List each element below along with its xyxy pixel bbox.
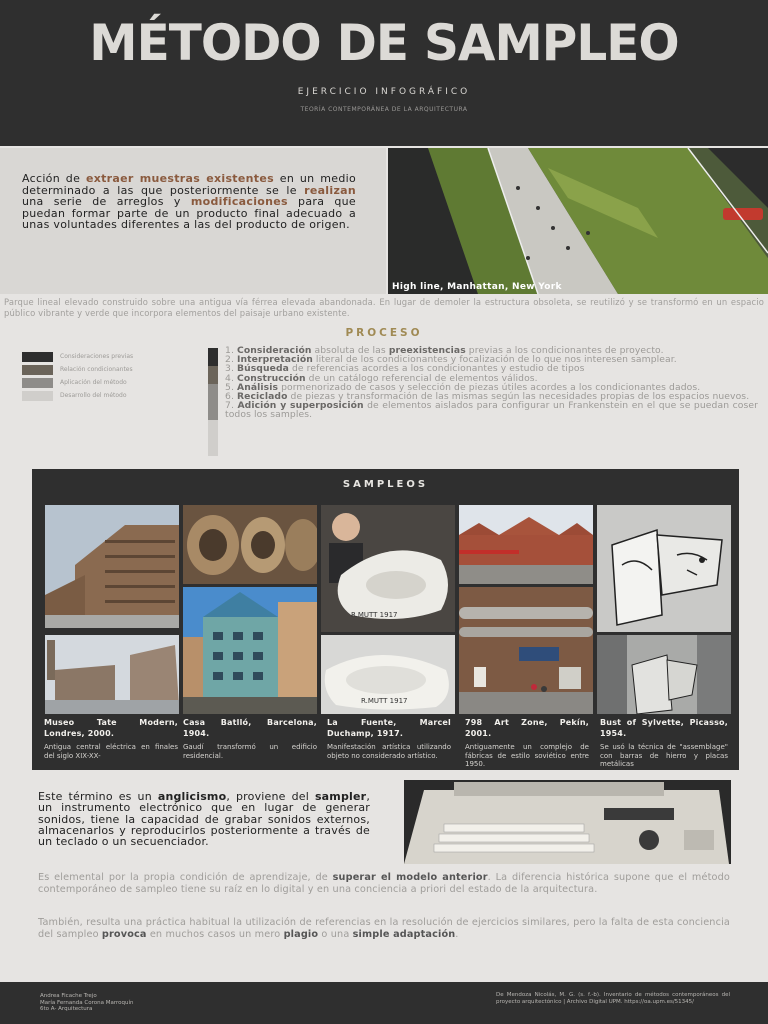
step-bar bbox=[208, 420, 218, 438]
legend-swatch bbox=[22, 378, 53, 388]
text-bold: sampler bbox=[314, 790, 367, 803]
text-part: o una bbox=[318, 928, 353, 940]
step-keyword: Interpretación bbox=[237, 354, 313, 366]
step-item bbox=[225, 401, 758, 419]
highline-caption: High line, Manhattan, New York bbox=[392, 282, 562, 292]
step-keyword: preexistencias bbox=[388, 345, 466, 356]
text-part: en muchos casos un mero bbox=[146, 928, 284, 940]
sampleos-title: SAMPLEOS bbox=[342, 479, 429, 490]
sample-title: La Fuente, Marcel Duchamp, 1917. bbox=[327, 718, 451, 738]
main-title: MÉTODO DE SAMPLEO bbox=[89, 14, 679, 72]
intro-text bbox=[22, 173, 356, 231]
legend-label: Desarrollo del método bbox=[60, 392, 127, 399]
highline-photo bbox=[388, 148, 768, 294]
step-number: 2. bbox=[225, 354, 237, 366]
sample-title: Bust of Sylvette, Picasso, 1954. bbox=[600, 718, 728, 738]
footer-reference: De Mendoza Nicolás, M. G. (s. f.-b). Inventario de métodos contemporáneos del proyecto arquitectónico | Archivo Digital UPM. https://oa.upm.es/51345/ bbox=[496, 992, 730, 1005]
step-keyword: Búsqueda bbox=[237, 363, 289, 375]
step-number: 6. bbox=[225, 391, 237, 403]
highline-illustration bbox=[388, 148, 768, 294]
sampler-keyboard-photo bbox=[404, 780, 731, 864]
intro-part: para que puedan formar parte de un producto final adecuado a unas voluntades diferentes a las del producto de origen. bbox=[22, 195, 357, 232]
sample-description: Se usó la técnica de "assemblage" con barras de hierro y placas metálicas bbox=[600, 743, 728, 768]
footer bbox=[0, 982, 768, 1024]
step-number: 5. bbox=[225, 381, 237, 393]
sylvette-photo-1 bbox=[597, 505, 731, 632]
step-bar bbox=[208, 384, 218, 402]
intro-highlight: modificaciones bbox=[190, 195, 288, 209]
step-text: literal de los condicionantes y focalización de lo que nos interesen samplear. bbox=[312, 354, 677, 366]
paragraph-2 bbox=[38, 872, 730, 895]
tate-modern-photo-2 bbox=[45, 635, 179, 714]
step-number: 3. bbox=[225, 363, 237, 375]
text-bold: plagio bbox=[283, 928, 319, 940]
subtitle: EJERCICIO INFOGRÁFICO bbox=[297, 87, 471, 97]
intro-box bbox=[0, 148, 386, 294]
step-text: de referencias acordes a los condicionantes y estudio de tipos bbox=[288, 363, 585, 375]
step-number: 7. bbox=[225, 400, 238, 412]
sample-description: Gaudí transformó un edificio residencial. bbox=[183, 743, 317, 760]
step-bar bbox=[208, 402, 218, 420]
step-keyword: Adición y superposición bbox=[237, 400, 364, 412]
sample-description: Antigua central eléctrica en finales del siglo XIX-XX- bbox=[44, 743, 178, 760]
step-text: de un catálogo referencial de elementos válidos. bbox=[305, 372, 538, 384]
text-part: , proviene del bbox=[226, 790, 315, 803]
legend-swatch bbox=[22, 365, 53, 375]
step-bar bbox=[208, 438, 218, 456]
step-text: absoluta de las bbox=[311, 345, 389, 356]
casa-batllo-photo-2 bbox=[183, 587, 317, 714]
sample-title: Museo Tate Modern, Londres, 2000. bbox=[44, 718, 178, 738]
text-part: Es elemental por la propia condición de aprendizaje, de bbox=[38, 872, 333, 883]
legend-label: Consideraciones previas bbox=[60, 353, 134, 360]
intro-highlight: extraer muestras existentes bbox=[85, 172, 274, 185]
course-name: TEORÍA CONTEMPORÁNEA DE LA ARQUITECTURA bbox=[300, 106, 468, 113]
la-fuente-photo-1 bbox=[321, 505, 455, 632]
sampler-paragraph bbox=[38, 791, 370, 847]
step-number: 1. bbox=[225, 345, 237, 356]
intro-part: en un medio determinado a las que posteriormente se le bbox=[22, 172, 356, 197]
art-zone-photo-1 bbox=[459, 505, 593, 584]
step-text: de piezas y transformación de las mismas según las necesidades propias de los espacios nuevos. bbox=[287, 391, 750, 403]
footer-authors bbox=[40, 993, 133, 1013]
step-text: previas a los condicionantes de proyecto. bbox=[465, 345, 664, 356]
author-group: 6to A- Arquitectura bbox=[40, 1006, 93, 1013]
step-bar bbox=[208, 348, 218, 366]
author-name: María Fernanda Corona Marroquín bbox=[40, 999, 134, 1006]
text-part: Este término es un bbox=[38, 790, 158, 803]
text-part: , un instrumento electrónico que en lugar de generar sonidos, tiene la capacidad de grabar sonidos externos, almacenarlos y reproducirlos posteriormente a través de un teclado o un secuenciador. bbox=[38, 790, 371, 849]
text-part: . bbox=[455, 928, 459, 940]
step-list bbox=[225, 346, 758, 420]
sample-description: Manifestación artística utilizando objeto no considerado artístico. bbox=[327, 743, 451, 760]
proceso-title: PROCESO bbox=[345, 327, 423, 339]
step-text: pormenorizado de casos y selección de piezas útiles acordes a los condicionantes dados. bbox=[278, 381, 701, 393]
step-keyword: Reciclado bbox=[237, 391, 288, 403]
step-number: 4. bbox=[225, 372, 237, 384]
art-zone-photo-2 bbox=[459, 587, 593, 714]
casa-batllo-photo-1 bbox=[183, 505, 317, 584]
highline-description: Parque lineal elevado construido sobre una antigua vía férrea elevada abandonada. En lugar de demoler la estructura obsoleta, se reutilizó y se transformó en un espacio público vibrante y verde que incorpora elementos del paisaje urbano existente. bbox=[4, 297, 764, 318]
signature-text: R.MUTT 1917 bbox=[351, 611, 398, 619]
intro-part: una serie de arreglos y bbox=[22, 195, 191, 209]
step-bars bbox=[208, 348, 218, 456]
step-keyword: Construcción bbox=[237, 372, 306, 384]
text-bold: simple adaptación bbox=[352, 928, 456, 940]
sample-title: Casa Batlló, Barcelona, 1904. bbox=[183, 718, 317, 738]
sample-title: 798 Art Zone, Pekín, 2001. bbox=[465, 718, 589, 738]
legend-swatch bbox=[22, 352, 53, 362]
sampleos-panel bbox=[32, 469, 739, 770]
author-name: Andrea Ficache Trejo bbox=[40, 993, 97, 999]
la-fuente-photo-2 bbox=[321, 635, 455, 714]
text-bold: superar el modelo anterior bbox=[332, 872, 488, 883]
sylvette-photo-2 bbox=[597, 635, 731, 714]
intro-highlight: realizan bbox=[304, 183, 356, 197]
legend-swatch bbox=[22, 391, 53, 401]
step-text: de elementos aislados para configurar un Frankenstein en el que se puedan coser todos los samples. bbox=[225, 400, 758, 421]
text-bold: provoca bbox=[101, 928, 147, 940]
intro-part: Acción de bbox=[22, 172, 86, 185]
paragraph-3 bbox=[38, 917, 730, 940]
text-part: . La diferencia histórica supone que el método contemporáneo de sampleo tiene su raíz en lo digital y en una conciencia a priori del estado de la arquitectura. bbox=[38, 872, 730, 895]
step-keyword: Análisis bbox=[237, 381, 279, 393]
tate-modern-photo-1 bbox=[45, 505, 179, 628]
legend-label: Aplicación del método bbox=[60, 379, 127, 386]
header bbox=[0, 0, 768, 146]
step-keyword: Consideración bbox=[237, 345, 312, 356]
text-part: También, resulta una práctica habitual la utilización de referencias en la resolución de ejercicios similares, pero la falta de esta conciencia del sampleo bbox=[38, 917, 730, 940]
text-bold: anglicismo bbox=[157, 790, 227, 803]
signature-text: R.MUTT 1917 bbox=[361, 697, 408, 705]
sample-description: Antiguamente un complejo de fábricas de estilo soviético entre 1950. bbox=[465, 743, 589, 768]
step-bar bbox=[208, 366, 218, 384]
legend-label: Relación condicionantes bbox=[60, 366, 133, 373]
